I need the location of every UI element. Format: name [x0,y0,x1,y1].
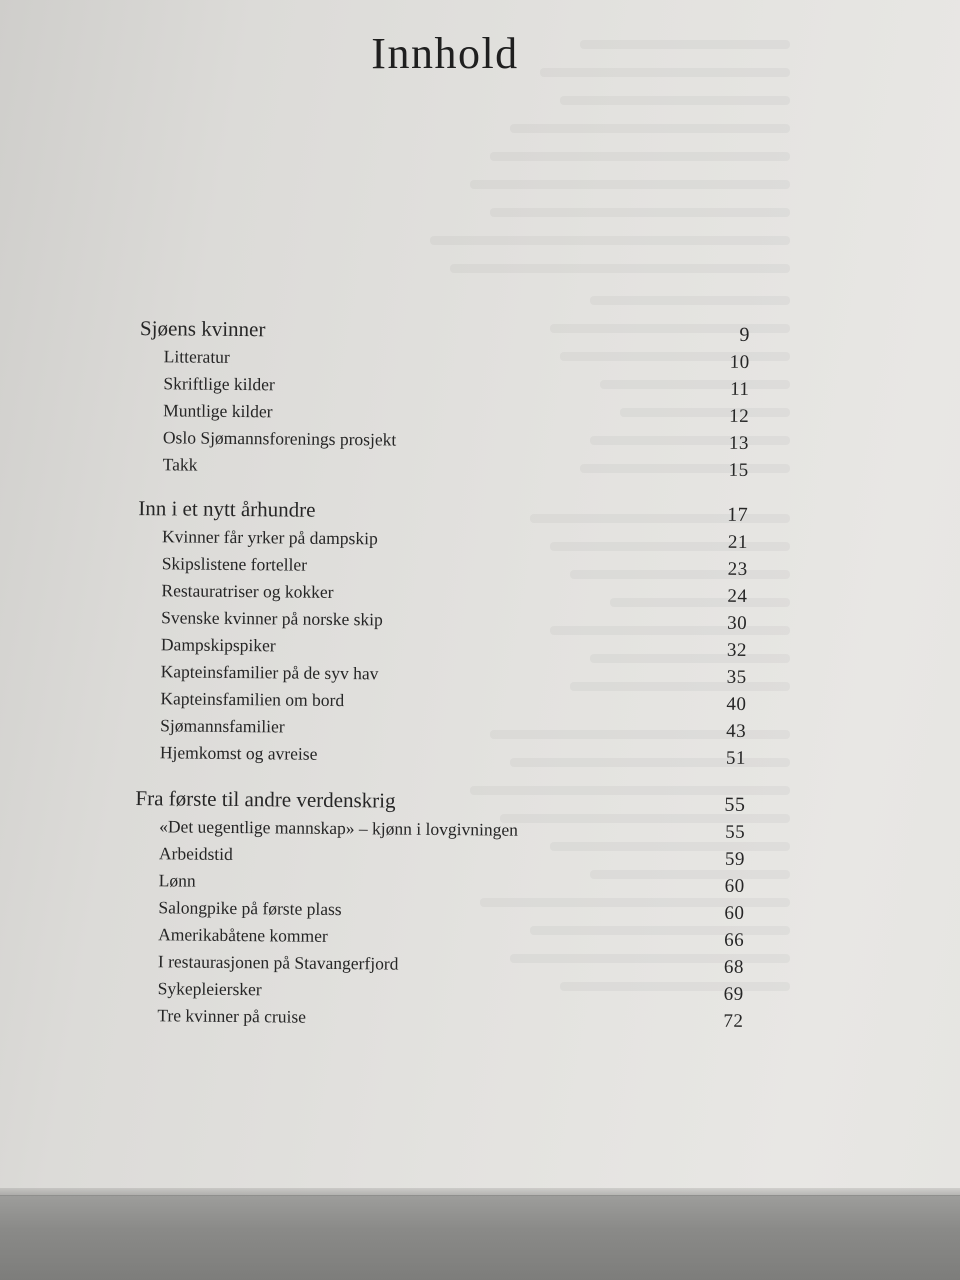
entry-title: Kapteinsfamilien om bord [160,688,345,711]
toc-section-3 [133,783,745,1035]
entry-title: Muntlige kilder [163,400,273,422]
page-number: 21 [727,531,749,553]
entry-title: Kapteinsfamilier på de syv hav [160,661,379,684]
entry-title: Restauratriser og kokker [161,580,334,602]
page-number: 12 [729,405,750,427]
entry-title: Amerikabåtene kommer [158,924,328,946]
entry-title: Takk [162,454,198,475]
page-number: 55 [724,793,746,816]
entry-title: Arbeidstid [158,843,233,864]
page-number: 15 [728,459,749,481]
book-cover-edge [0,1196,960,1280]
entry-title: Sjømannsfamilier [160,715,285,737]
page-edge-shadow [0,1188,960,1195]
page-number: 13 [728,432,750,454]
page-number: 55 [725,821,746,843]
page-number: 35 [726,666,747,688]
page-number: 11 [730,378,750,400]
entry-title: Kvinner får yrker på dampskip [161,526,378,549]
page-number: 69 [723,983,744,1005]
page-number: 30 [727,612,748,634]
entry-title: Hjemkomst og avreise [159,742,318,764]
entry-title: Svenske kvinner på norske skip [161,607,383,630]
entry-title: Sykepleiersker [157,978,262,1000]
page-number: 23 [727,558,748,580]
entry-title: Tre kvinner på cruise [157,1005,307,1027]
entry-title: I restaurasjonen på Stavangerfjord [157,951,399,974]
entry-title: Lønn [158,870,196,891]
entry-title: Skriftlige kilder [163,373,275,395]
page-number: 32 [726,639,748,661]
toc-entry [133,1002,743,1035]
entry-title: «Det uegentlige mannskap» – kjønn i lovgivningen [159,816,519,840]
chapter-title: Sjøens kvinner [139,316,266,342]
chapter-title: Inn i et nytt århundre [138,496,316,522]
page-number: 9 [739,323,751,346]
toc-entry [136,739,746,772]
entry-title: Oslo Sjømannsforenings prosjekt [162,427,397,450]
toc-section-2 [136,493,749,772]
entry-title: Salongpike på første plass [158,897,342,920]
page-number: 24 [727,585,748,607]
page-number: 40 [726,693,747,715]
page-number: 60 [724,902,745,924]
page-number: 72 [723,1010,744,1032]
page-title: Innhold [371,29,519,78]
page-number: 68 [723,956,744,978]
toc-section-1 [139,313,751,484]
toc-entry [139,451,749,484]
page-number: 43 [726,720,747,742]
entry-title: Dampskipspiker [160,634,276,656]
toc-chapter [140,313,750,349]
page-number: 60 [724,875,745,897]
page-number: 17 [727,503,749,526]
page-number: 66 [724,929,745,951]
page-number: 51 [725,747,747,769]
page-number: 59 [724,848,746,870]
entry-title: Litteratur [163,346,230,367]
page-number: 10 [729,351,750,373]
chapter-title: Fra første til andre verdenskrig [135,786,396,813]
entry-title: Skipslistene forteller [161,553,308,575]
